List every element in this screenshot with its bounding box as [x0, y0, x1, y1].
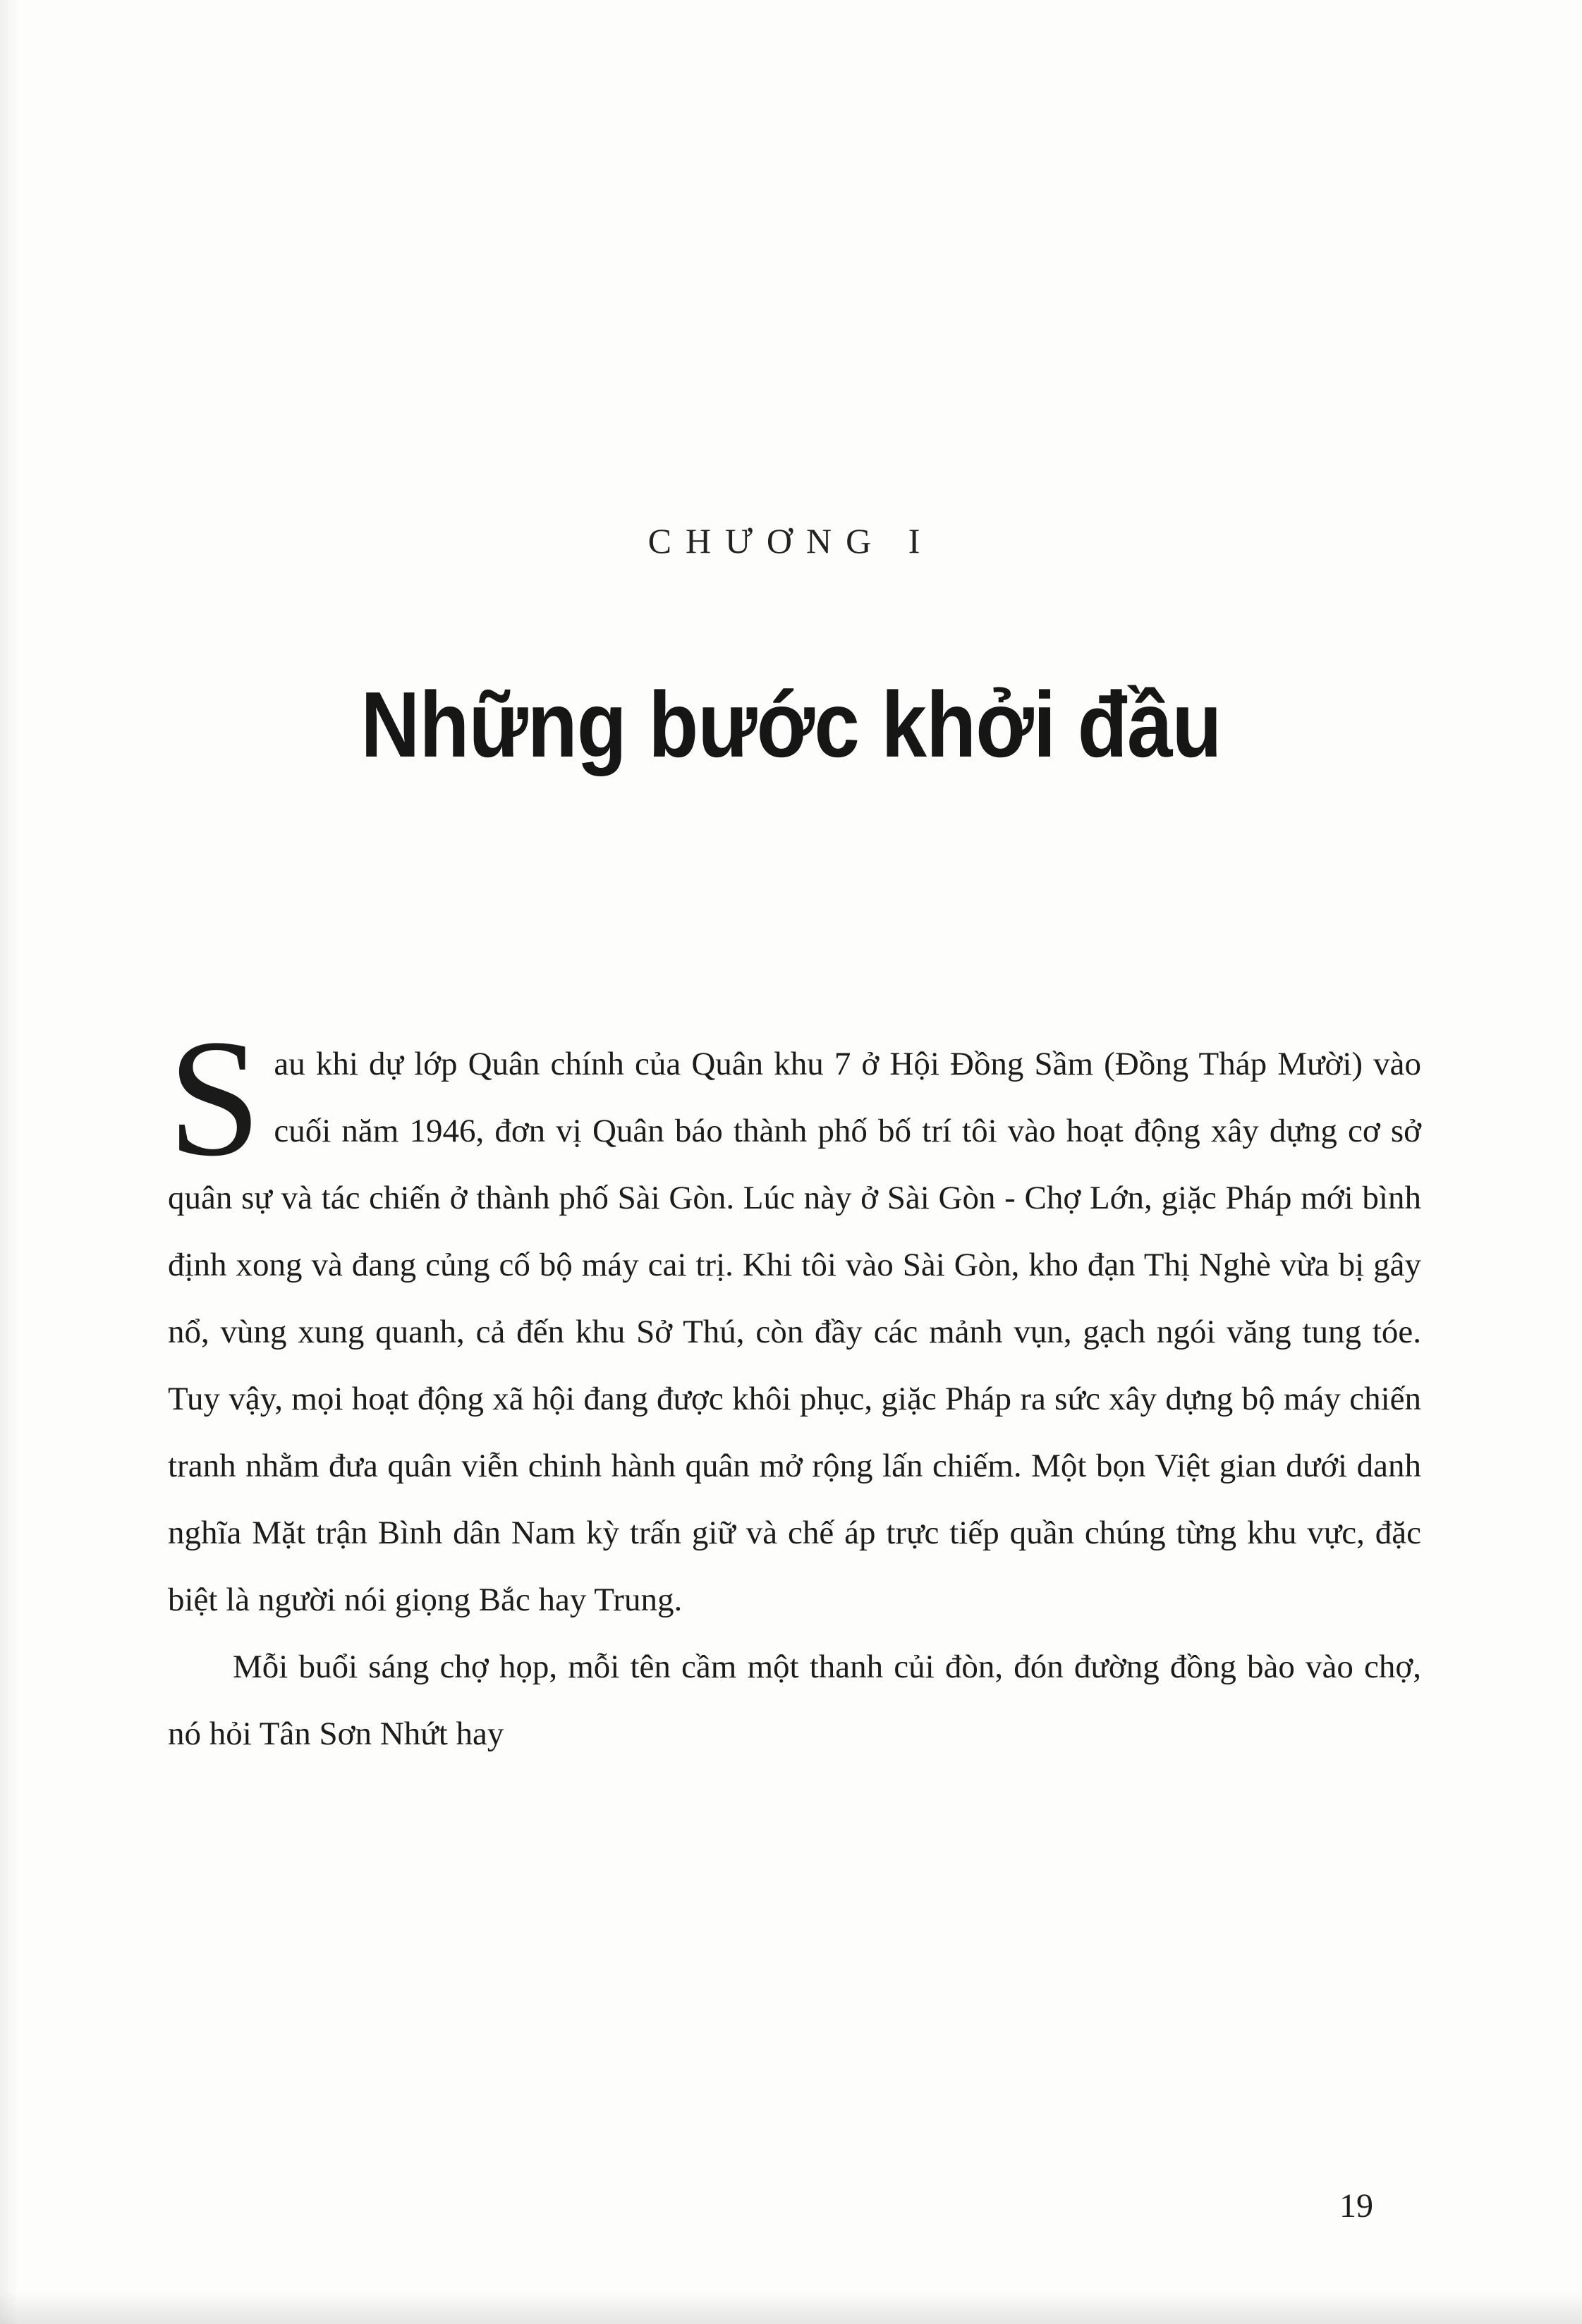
- chapter-label: CHƯƠNG I: [647, 521, 935, 561]
- dropcap: S: [168, 1005, 262, 1191]
- chapter-title: Những bước khởi đầu: [360, 673, 1222, 776]
- scan-edge-bottom: [0, 2292, 1582, 2324]
- paragraph-1: [168, 1005, 1421, 1634]
- body-text: [168, 1005, 1421, 1768]
- paragraph-2-text: Mỗi buổi sáng chợ họp, mỗi tên cầm một thanh củi đòn, đón đường đồng bào vào chợ, nó hỏi Tân Sơn Nhứt hay: [168, 1649, 1421, 1752]
- scan-edge-left: [0, 0, 18, 2324]
- paragraph-2: [168, 1634, 1421, 1768]
- paragraph-1-text: au khi dự lớp Quân chính của Quân khu 7 ở Hội Đồng Sầm (Đồng Tháp Mười) vào cuối năm 1946, đơn vị Quân báo thành phố bố trí tôi vào hoạt động xây dựng cơ sở quân sự và tác chiến ở thành phố Sài Gòn. Lúc này ở Sài Gòn - Chợ Lớn, giặc Pháp mới bình định xong và đang củng cố bộ máy cai trị. Khi tôi vào Sài Gòn, kho đạn Thị Nghè vừa bị gây nổ, vùng xung quanh, cả đến khu Sở Thú, còn đầy các mảnh vụn, gạch ngói văng tung tóe. Tuy vậy, mọi hoạt động xã hội đang được khôi phục, giặc Pháp ra sức xây dựng bộ máy chiến tranh nhằm đưa quân viễn chinh hành quân mở rộng lấn chiếm. Một bọn Việt gian dưới danh nghĩa Mặt trận Bình dân Nam kỳ trấn giữ và chế áp trực tiếp quần chúng từng khu vực, đặc biệt là người nói giọng Bắc hay Trung.: [168, 1046, 1421, 1618]
- page-number: 19: [1339, 2187, 1373, 2225]
